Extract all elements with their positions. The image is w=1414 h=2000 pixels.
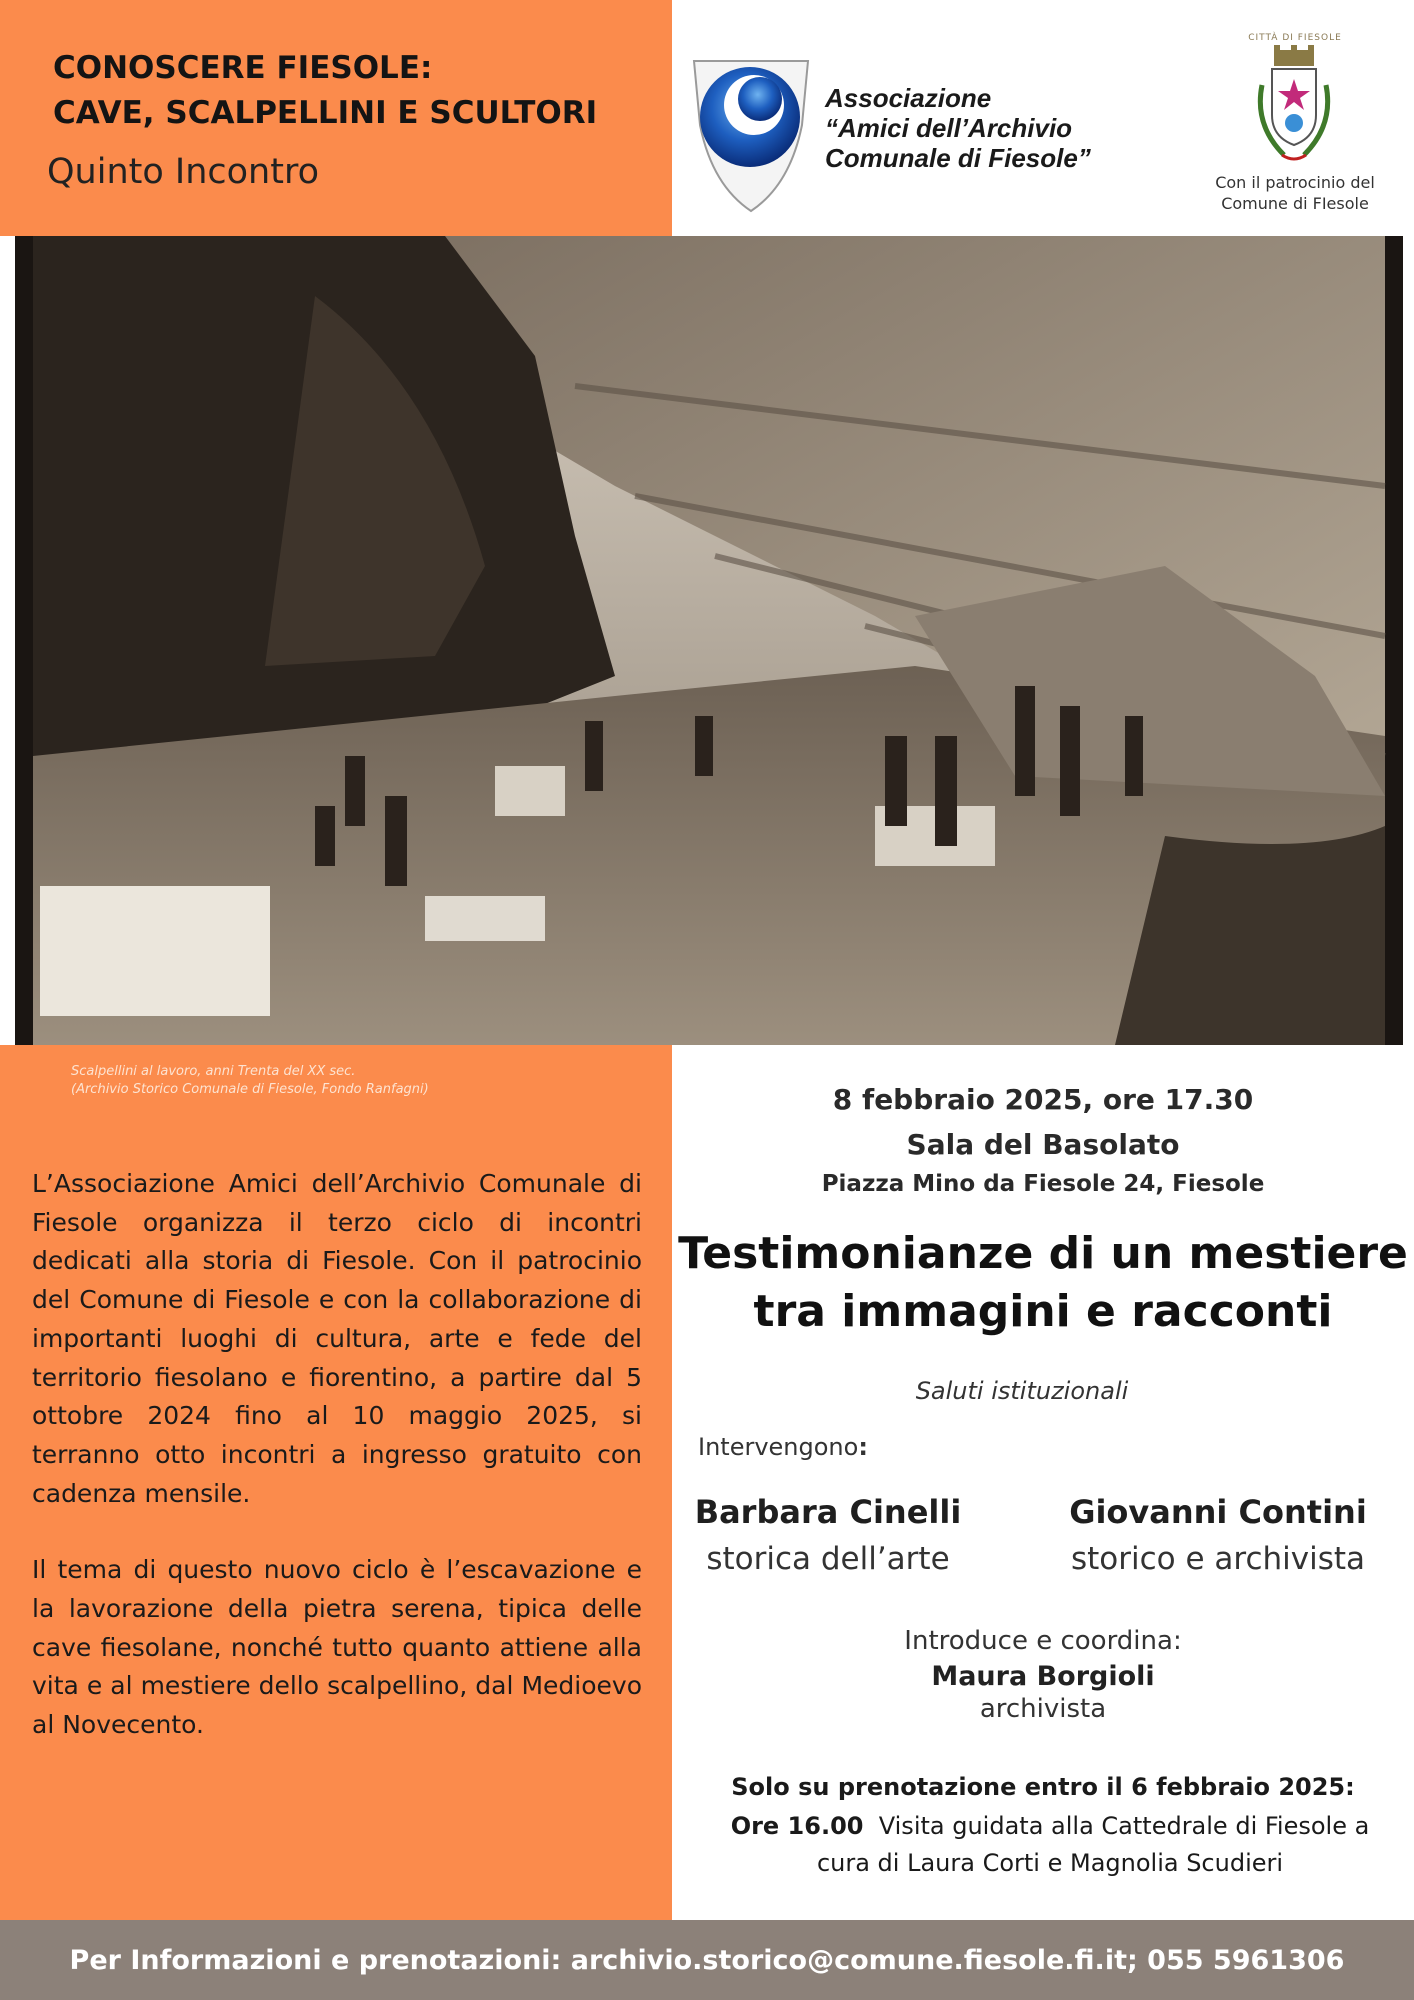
footer-bar [0,1920,1414,2000]
association-logo-icon [690,55,812,215]
patronage-line1: Con il patrocinio del [1215,173,1375,192]
quarry-photograph [15,236,1403,1045]
photo-caption-line2: (Archivio Storico Comunale di Fiesole, Fondo Ranfagni) [71,1082,429,1097]
speaker-role: storico e archivista [1070,1541,1366,1577]
event-title-line1: Testimonianze di un mestiere [678,1228,1408,1279]
booking-notice: Solo su prenotazione entro il 6 febbraio 2025: [731,1773,1355,1801]
description-text [32,1165,642,1783]
speaker-role: storica dell’arte [706,1541,950,1577]
moderator-name: Maura Borgioli [931,1661,1155,1692]
photo-caption-line1: Scalpellini al lavoro, anni Trenta del XX sec. [71,1064,356,1079]
municipality-crest-icon [1244,45,1344,175]
moderator-role: archivista [979,1694,1107,1724]
association-name-line2: “Amici dell’Archivio [825,113,1073,143]
institutional-greetings: Saluti istituzionali [915,1377,1129,1405]
speakers-label-colon: : [858,1433,868,1461]
patronage-note [1190,172,1400,214]
speakers-label [698,1433,868,1461]
contact-info: Per Informazioni e prenotazioni: archivio.storico@comune.fiesole.fi.it; 055 5961306 [69,1944,1345,1976]
association-name-line1: Associazione [825,83,992,113]
speakers-label-text: Intervengono [698,1433,859,1461]
meeting-number: Quinto Incontro [47,152,320,192]
speaker-name: Giovanni Contini [1069,1493,1367,1531]
visit-time: Ore 16.00 [730,1812,864,1840]
series-title-line2: CAVE, SCALPELLINI E SCULTORI [53,95,598,131]
patronage-line2: Comune di FIesole [1221,194,1369,213]
guided-visit [700,1808,1400,1882]
series-title-line1: CONOSCERE FIESOLE: [53,50,433,86]
photo-caption [71,1063,429,1099]
event-address: Piazza Mino da Fiesole 24, Fiesole [821,1171,1265,1197]
crest-caption: CITTÀ DI FIESOLE [1248,33,1342,43]
association-name-line3: Comunale di Fiesole” [825,143,1091,173]
description-paragraph-1: L’Associazione Amici dell’Archivio Comunale di Fiesole organizza il terzo ciclo di incontri dedicati alla storia di Fiesole. Con il patrocinio del Comune di Fiesole e con la collaborazione di importanti luoghi di cultura, arte e fede del territorio fiesolano e fiorentino, a partire dal 5 ottobre 2024 fino al 10 maggio 2025, si terranno otto incontri a ingresso gratuito con cadenza mensile. [32,1169,642,1508]
event-date: 8 febbraio 2025, ore 17.30 [832,1083,1254,1116]
series-title [53,46,597,136]
association-name [825,83,1091,173]
speaker-name: Barbara Cinelli [694,1493,962,1531]
visit-text-line2: cura di Laura Corti e Magnolia Scudieri [816,1849,1284,1877]
speaker-1 [648,1493,1008,1577]
event-title [672,1225,1414,1341]
moderator-label: Introduce e coordina: [904,1626,1182,1656]
description-paragraph-2: Il tema di questo nuovo ciclo è l’escavazione e la lavorazione della pietra serena, tipica delle cave fiesolane, nonché tutto quanto attiene alla vita e al mestiere dello scalpellino, dal Medioevo al Novecento. [32,1555,642,1740]
visit-text-line1: Visita guidata alla Cattedrale di Fiesole a [878,1812,1370,1840]
event-title-line2: tra immagini e racconti [753,1286,1333,1337]
event-venue: Sala del Basolato [906,1128,1180,1161]
speaker-2 [1038,1493,1398,1577]
